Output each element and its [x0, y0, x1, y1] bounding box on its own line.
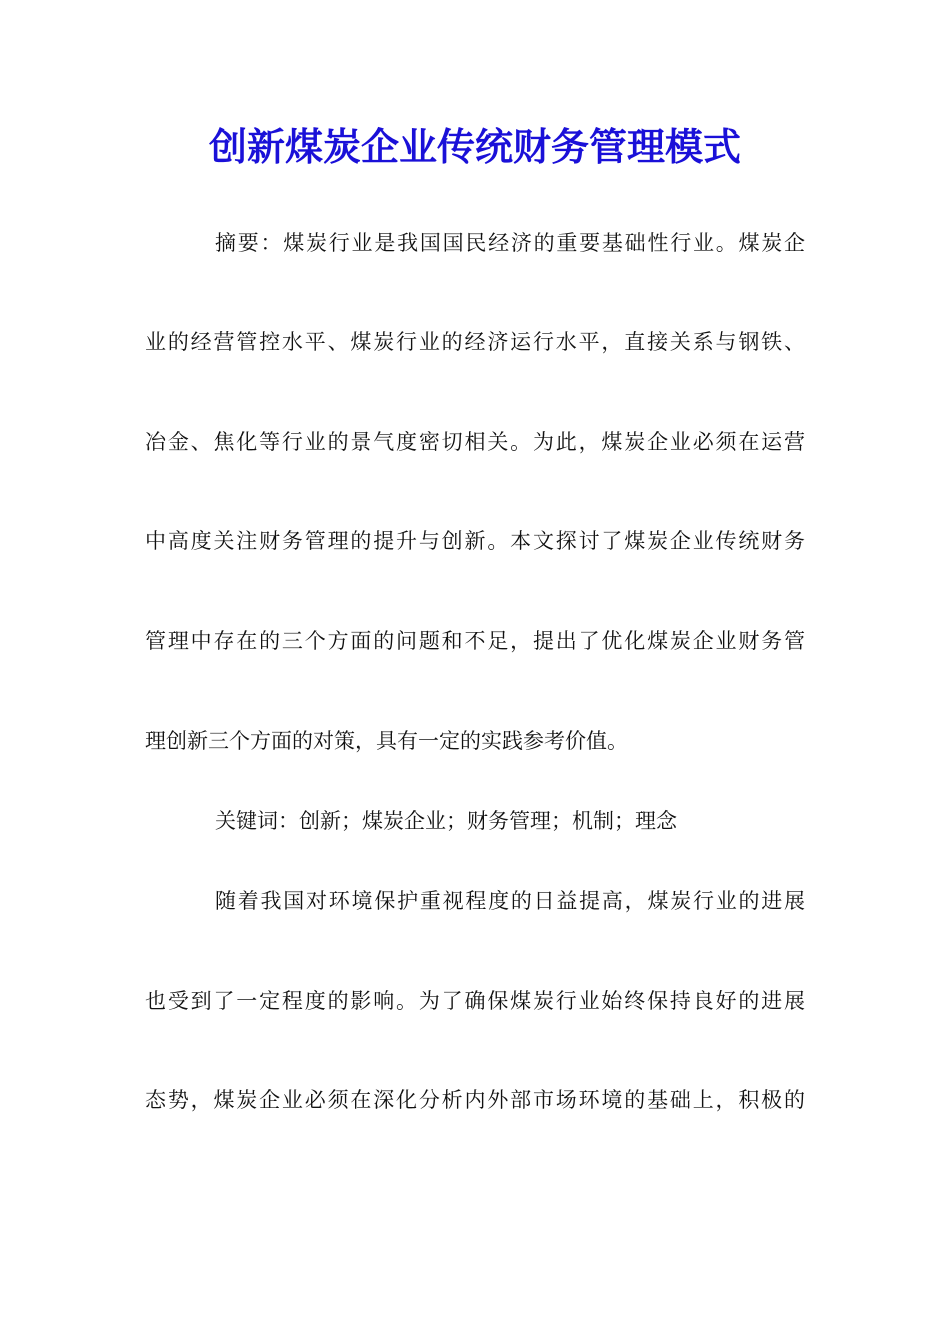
abstract-line-4: 中高度关注财务管理的提升与创新。本文探讨了煤炭企业传统财务 [145, 529, 805, 553]
abstract-line-5: 管理中存在的三个方面的问题和不足，提出了优化煤炭企业财务管 [145, 629, 805, 653]
abstract-line-2: 业的经营管控水平、煤炭行业的经济运行水平，直接关系与钢铁、 [145, 330, 805, 354]
abstract-line-6: 理创新三个方面的对策，具有一定的实践参考价值。 [145, 729, 628, 753]
body-line-2: 也受到了一定程度的影响。为了确保煤炭行业始终保持良好的进展 [145, 989, 805, 1013]
body-line-3: 态势，煤炭企业必须在深化分析内外部市场环境的基础上，积极的 [145, 1088, 805, 1112]
keywords-line: 关键词：创新；煤炭企业；财务管理；机制；理念 [215, 809, 677, 833]
body-line-1: 随着我国对环境保护重视程度的日益提高，煤炭行业的进展 [215, 889, 805, 913]
abstract-line-1: 摘要：煤炭行业是我国国民经济的重要基础性行业。煤炭企 [215, 231, 805, 255]
document-title: 创新煤炭企业传统财务管理模式 [208, 124, 741, 169]
abstract-line-3: 冶金、焦化等行业的景气度密切相关。为此，煤炭企业必须在运营 [145, 430, 805, 454]
